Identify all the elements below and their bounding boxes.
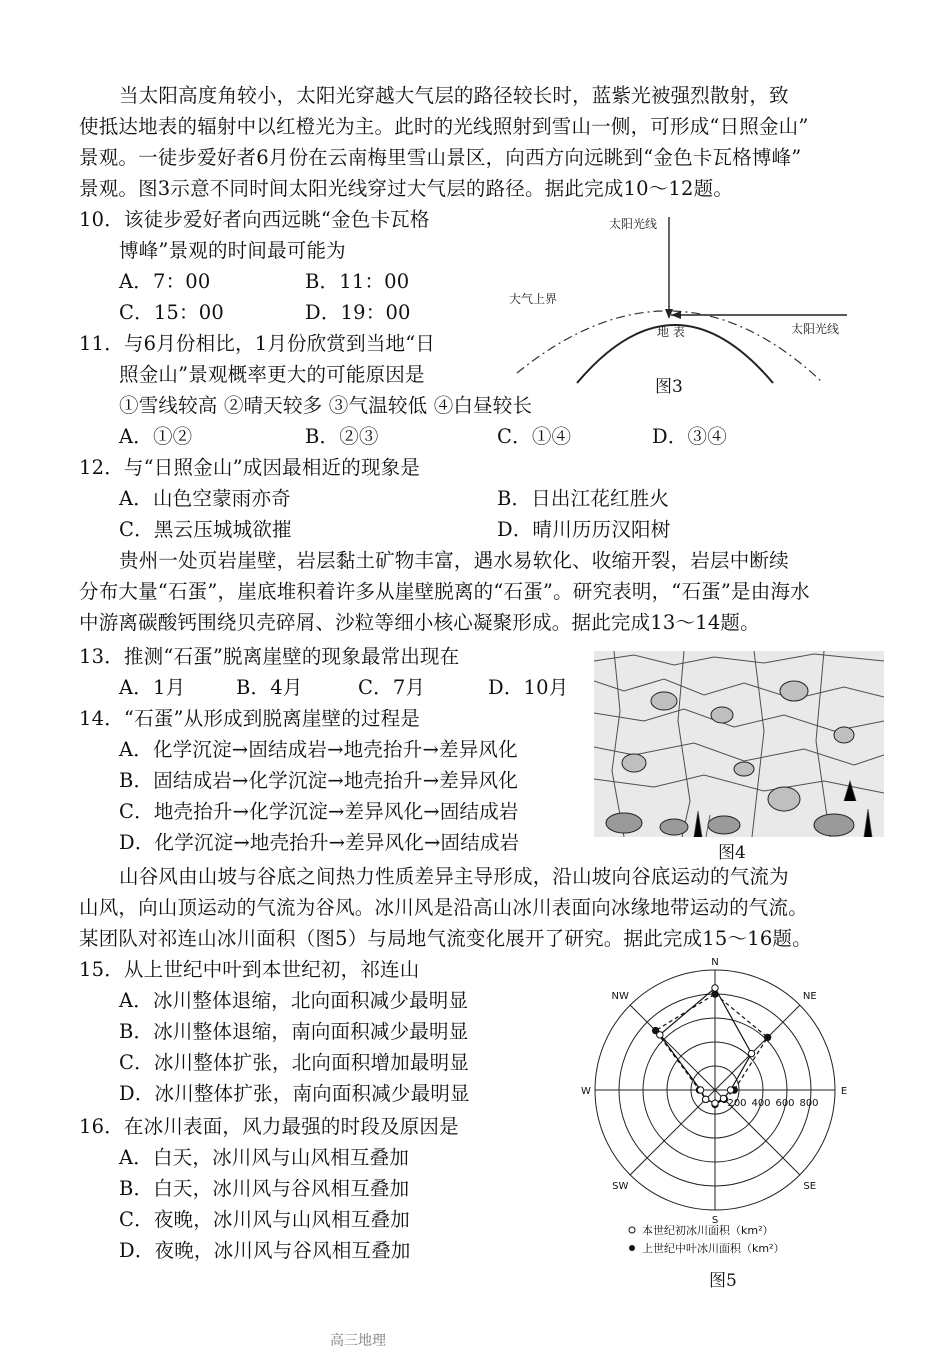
series-mid-century-polygon (656, 994, 768, 1104)
figure-4-rock-cliff-illustration (594, 651, 884, 837)
atmosphere-boundary-arc (517, 311, 821, 381)
direction-label-sw: SW (612, 1180, 629, 1192)
q13-option-b: B．4月 (236, 676, 303, 699)
ring-label-800: 800 (799, 1098, 819, 1109)
horizontal-ray-arrowhead (671, 311, 681, 319)
q15-option-a: A．冰川整体退缩，北向面积减少最明显 (119, 989, 469, 1012)
label-sun-right: 太阳光线 (791, 322, 840, 336)
q14-option-d: D．化学沉淀→地壳抬升→差异风化→固结成岩 (119, 831, 520, 854)
vertical-ray-arrowhead (665, 309, 673, 319)
intro3-line-3: 某团队对祁连山冰川面积（图5）与局地气流变化展开了研究。据此完成15～16题。 (79, 927, 812, 950)
q16-option-c: C．夜晚，冰川风与山风相互叠加 (119, 1208, 410, 1231)
spoke-ne (715, 1005, 800, 1090)
q10-stem-1: 10．该徒步爱好者向西远眺“金色卡瓦格 (79, 208, 430, 231)
q12-stem: 12．与“日照金山”成因最相近的现象是 (79, 456, 421, 479)
q15-option-d: D．冰川整体扩张，南向面积减少最明显 (119, 1082, 470, 1105)
q11-option-c: C．①④ (497, 425, 572, 448)
q11-stem-2: 照金山”景观概率更大的可能原因是 (119, 363, 425, 386)
legend-marker-mid (629, 1245, 635, 1251)
series-recent-polygon (660, 988, 752, 1103)
q10-option-b: B．11：00 (305, 270, 410, 293)
intro2-line-2: 分布大量“石蛋”，崖底堆积着许多从崖壁脱离的“石蛋”。研究表明，“石蛋”是由海水 (79, 580, 810, 603)
legend-recent: 本世纪初冰川面积（km²） (642, 1224, 774, 1237)
legend-marker-recent (629, 1227, 635, 1233)
q12-option-d: D．晴川历历汉阳树 (497, 518, 671, 541)
figure-3-caption: 图3 (655, 377, 683, 397)
recent-point-s (712, 1100, 718, 1106)
intro1-line-2: 使抵达地表的辐射中以红橙光为主。此时的光线照射到雪山一侧，可形成“日照金山” (79, 115, 809, 138)
q10-option-a: A．7：00 (119, 270, 211, 293)
direction-label-e: E (840, 1086, 848, 1097)
q12-option-c: C．黑云压城城欲摧 (119, 518, 292, 541)
figure-5-caption: 图5 (709, 1271, 737, 1291)
q14-option-c: C．地壳抬升→化学沉淀→差异风化→固结成岩 (119, 800, 519, 823)
direction-label-nw: NW (611, 991, 629, 1003)
q14-option-a: A．化学沉淀→固结成岩→地壳抬升→差异风化 (119, 738, 518, 761)
recent-point-e (727, 1087, 733, 1093)
q16-stem: 16．在冰川表面，风力最强的时段及原因是 (79, 1115, 459, 1138)
q13-stem: 13．推测“石蛋”脱离崖壁的现象最常出现在 (79, 645, 460, 668)
q12-option-b: B．日出江花红胜火 (497, 487, 670, 510)
ring-label-600: 600 (775, 1098, 795, 1109)
direction-label-se: SE (803, 1180, 817, 1192)
recent-point-sw (702, 1096, 708, 1102)
q10-option-d: D．19：00 (305, 301, 411, 324)
q15-option-c: C．冰川整体扩张，北向面积增加最明显 (119, 1051, 470, 1074)
q14-option-b: B．固结成岩→化学沉淀→地壳抬升→差异风化 (119, 769, 519, 792)
q13-option-a: A．1月 (119, 676, 186, 699)
legend-mid: 上世纪中叶冰川面积（km²） (642, 1242, 785, 1255)
recent-point-ne (748, 1050, 754, 1056)
q11-stem-1: 11．与6月份相比，1月份欣赏到当地“日 (79, 332, 436, 355)
label-atmosphere: 大气上界 (509, 292, 558, 306)
label-surface: 地 表 (657, 325, 685, 339)
intro1-line-3: 景观。一徒步爱好者6月份在云南梅里雪山景区，向西方向远眺到“金色卡瓦格博峰” (79, 146, 802, 169)
recent-point-se (720, 1095, 726, 1101)
label-sun-top: 太阳光线 (609, 217, 658, 231)
q14-stem: 14．“石蛋”从形成到脱离崖壁的过程是 (79, 707, 421, 730)
q10-option-c: C．15：00 (119, 301, 224, 324)
q15-stem: 15．从上世纪中叶到本世纪初，祁连山 (79, 958, 420, 981)
q11-items: ①雪线较高 ②晴天较多 ③气温较低 ④白昼较长 (119, 394, 533, 417)
direction-label-w: W (581, 1086, 591, 1097)
q16-option-b: B．白天，冰川风与谷风相互叠加 (119, 1177, 410, 1200)
mid-century-point-n (712, 991, 718, 997)
recent-point-nw (657, 1032, 663, 1038)
q15-option-b: B．冰川整体退缩，南向面积减少最明显 (119, 1020, 469, 1043)
direction-label-s: S (711, 1215, 719, 1226)
q13-option-d: D．10月 (488, 676, 569, 699)
figure-5-polar-chart (580, 955, 870, 1265)
q11-option-b: B．②③ (305, 425, 379, 448)
intro2-line-1: 贵州一处页岩崖壁，岩层黏土矿物丰富，遇水易软化、收缩开裂，岩层中断续 (119, 549, 789, 572)
figure-4-caption: 图4 (718, 843, 746, 863)
q11-option-d: D．③④ (652, 425, 727, 448)
intro1-line-1: 当太阳高度角较小，太阳光穿越大气层的路径较长时，蓝紫光被强烈散射，致 (119, 84, 789, 107)
q11-option-a: A．①② (119, 425, 193, 448)
figure-3-sunlight-diagram (495, 205, 875, 405)
direction-label-n: N (711, 957, 719, 968)
footer-fragment: 高三地理 (330, 1333, 386, 1349)
q13-option-c: C．7月 (358, 676, 426, 699)
q10-stem-2: 博峰”景观的时间最可能为 (119, 239, 346, 262)
spoke-sw (630, 1090, 715, 1175)
intro2-line-3: 中游离碳酸钙围绕贝壳碎屑、沙粒等细小核心凝聚形成。据此完成13～14题。 (79, 611, 760, 634)
q12-option-a: A．山色空蒙雨亦奇 (119, 487, 291, 510)
intro1-line-4: 景观。图3示意不同时间太阳光线穿过大气层的路径。据此完成10～12题。 (79, 177, 734, 200)
q16-option-d: D．夜晚，冰川风与谷风相互叠加 (119, 1239, 411, 1262)
mid-century-point-ne (764, 1034, 770, 1040)
spoke-nw (630, 1005, 715, 1090)
recent-point-n (712, 985, 718, 991)
ring-label-200: 200 (727, 1098, 747, 1109)
recent-point-w (697, 1087, 703, 1093)
q16-option-a: A．白天，冰川风与山风相互叠加 (119, 1146, 410, 1169)
direction-label-ne: NE (802, 991, 817, 1003)
intro3-line-1: 山谷风由山坡与谷底之间热力性质差异主导形成，沿山坡向谷底运动的气流为 (119, 865, 789, 888)
ring-label-400: 400 (751, 1098, 771, 1109)
intro3-line-2: 山风，向山顶运动的气流为谷风。冰川风是沿高山冰川表面向冰缘地带运动的气流。 (79, 896, 808, 919)
